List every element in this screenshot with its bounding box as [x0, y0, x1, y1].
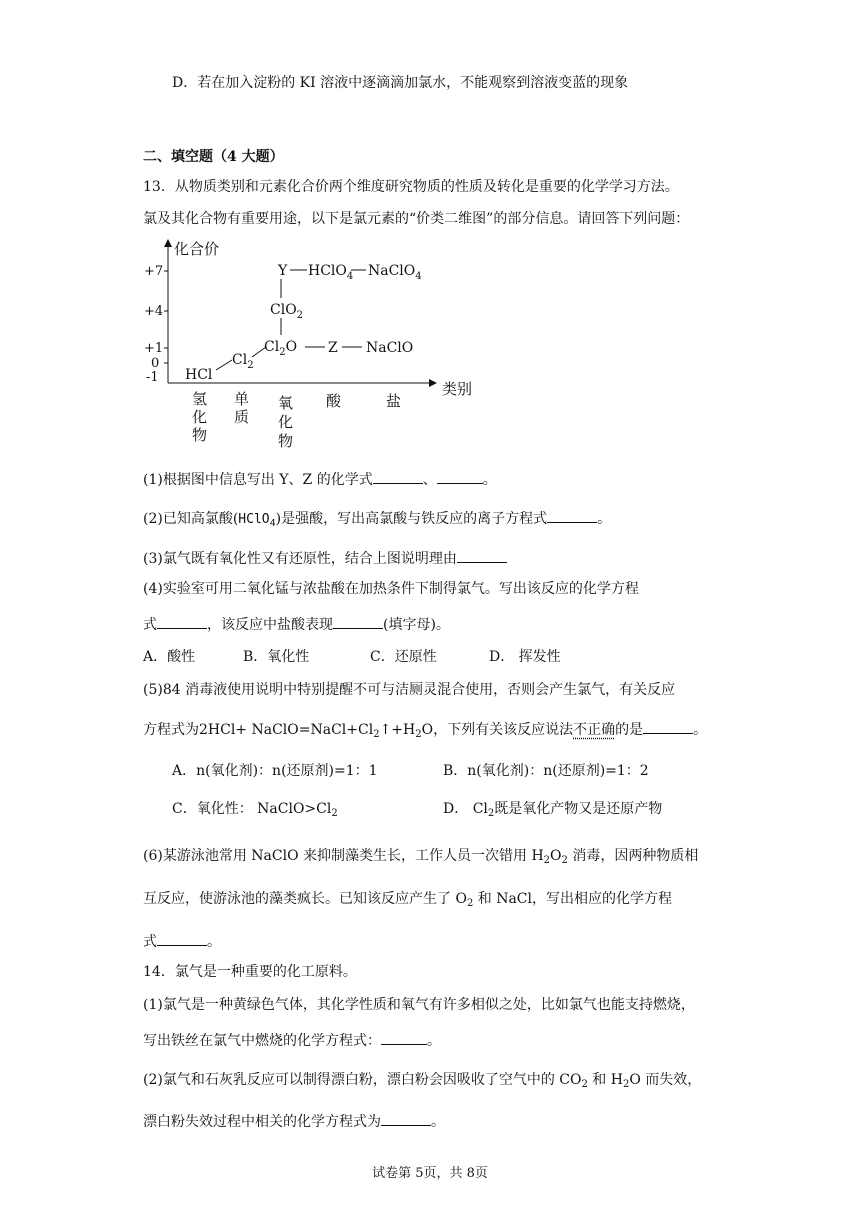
- q13-part5-line2: 方程式为$2HCl+ NaClO=NaCl+Cl_2↑+H_2O$，下列有关该反应说法不正确的是 。: [143, 719, 707, 739]
- svg-text:Cl2O: $Cl_2O$: [264, 339, 298, 358]
- q13-part4-option-c: C．还原性: [370, 649, 437, 665]
- svg-text:HClO4: HClO$_4$: [308, 263, 354, 282]
- answer-blank-reason[interactable]: [457, 548, 507, 563]
- link-hcl-cl2: [216, 360, 232, 370]
- svg-text:单: 单: [234, 390, 250, 408]
- species-clo2: [270, 302, 303, 321]
- q13-part4-option-b: B．氧化性: [243, 649, 310, 665]
- emphasis-incorrect: 不正确: [573, 722, 616, 738]
- q13-stem-line1: 13．从物质类别和元素化合价两个维度研究物质的性质及转化是重要的化学学习方法。: [143, 179, 679, 195]
- q13-part4-line1: (4)实验室可用二氧化锰与浓盐酸在加热条件下制得氯气。写出该反应的化学方程: [143, 581, 639, 597]
- answer-blank-bleach-equation[interactable]: [381, 1111, 431, 1126]
- y-axis-title: 化合价: [174, 240, 220, 258]
- species-naclo4: [368, 263, 422, 282]
- x-category-salt: [386, 392, 401, 410]
- q14-stem: 14．氯气是一种重要的化工原料。: [143, 964, 357, 980]
- species-hcl: HCl: [185, 367, 213, 383]
- svg-text:氢: 氢: [192, 390, 208, 408]
- q14-part1-line1: (1)氯气是一种黄绿色气体，其化学性质和氧气有许多相似之处，比如氯气也能支持燃烧，: [143, 997, 695, 1013]
- q13-stem-line2: 氯及其化合物有重要用途，以下是氯元素的“价类二维图”的部分信息。请回答下列问题：: [143, 211, 690, 227]
- answer-blank-y[interactable]: [373, 469, 423, 484]
- y-tick-plus1: +1: [144, 341, 164, 356]
- svg-text:盐: 盐: [386, 392, 402, 410]
- x-category-element: [234, 390, 249, 426]
- q14-part2-line2: 漂白粉失效过程中相关的化学方程式为 。: [143, 1111, 445, 1131]
- hclo4-formula: HClO$_4$: [238, 512, 276, 529]
- answer-blank-incorrect-choice[interactable]: [643, 719, 693, 734]
- x-category-acid: [326, 392, 342, 410]
- q13-part6-line3: 式 。: [143, 931, 221, 951]
- q13-part5-option-c: C．氧化性： $NaClO>Cl_2$: [172, 801, 338, 819]
- y-tick-zero: 0: [151, 356, 160, 371]
- page-footer: 试卷第 5页，共 8页: [372, 1166, 488, 1181]
- q13-part3: (3)氯气既有氧化性又有还原性，结合上图说明理由: [143, 548, 507, 568]
- answer-blank-equation[interactable]: [157, 614, 207, 629]
- answer-blank-ionic-equation[interactable]: [547, 508, 597, 523]
- answer-blank-z[interactable]: [437, 469, 483, 484]
- species-naclo: NaClO: [366, 340, 414, 356]
- svg-text:氧: 氧: [278, 394, 294, 412]
- species-z: Z: [328, 340, 338, 356]
- q13-part5-option-d: D． $Cl_2$既是氧化产物又是还原产物: [443, 801, 663, 819]
- svg-text:Cl2: $Cl_2$: [232, 352, 254, 371]
- svg-text:化: 化: [192, 408, 208, 426]
- q13-part1: (1)根据图中信息写出 Y、Z 的化学式 、 。: [143, 469, 497, 489]
- answer-blank-h2o2-equation[interactable]: [157, 931, 207, 946]
- q13-part2: (2)已知高氯酸(HClO$_4$)是强酸，写出高氯酸与铁反应的离子方程式 。: [143, 508, 611, 529]
- svg-text:化: 化: [278, 413, 294, 431]
- species-cl2: [232, 352, 254, 371]
- species-y: Y: [278, 263, 288, 279]
- svg-text:物: 物: [278, 432, 294, 450]
- section-title: 二、填空题（4 大题）: [143, 149, 284, 165]
- species-hclo4: [308, 263, 353, 282]
- q13-part4-option-a: A．酸性: [143, 649, 196, 665]
- q13-part4-option-d: D． 挥发性: [489, 649, 561, 665]
- svg-text:酸: 酸: [326, 392, 342, 410]
- y-tick-minus1: -1: [146, 370, 159, 385]
- y-tick-plus7: +7: [144, 264, 164, 279]
- q14-part1-line2: 写出铁丝在氯气中燃烧的化学方程式： 。: [143, 1030, 441, 1050]
- x-category-oxide: [278, 394, 293, 450]
- svg-text:质: 质: [234, 408, 250, 426]
- q12-option-d: D．若在加入淀粉的 KI 溶液中逐滴滴加氯水，不能观察到溶液变蓝的现象: [172, 75, 629, 91]
- q13-part5-option-a: A．n(氧化剂)：n(还原剂)=1：1: [172, 763, 378, 779]
- q13-part5-option-b: B．n(氧化剂)：n(还原剂)=1：2: [443, 763, 649, 779]
- y-tick-plus4: +4: [144, 304, 164, 319]
- species-cl2o: [264, 339, 297, 358]
- q13-part5-line1: (5)84 消毒液使用说明中特别提醒不可与洁厕灵混合使用，否则会产生氯气，有关反应: [143, 682, 676, 698]
- x-axis-title: 类别: [442, 380, 473, 398]
- x-category-hydride: [192, 390, 207, 444]
- q13-part4-line2: 式 ，该反应中盐酸表现 (填字母)。: [143, 614, 450, 634]
- svg-text:NaClO4: NaClO$_4$: [368, 263, 422, 282]
- q14-part2-line1: (2)氯气和石灰乳反应可以制得漂白粉，漂白粉会因吸收了空气中的 $CO_2$ 和 $H_2O$ 而失效，: [143, 1072, 702, 1090]
- answer-blank-property[interactable]: [333, 614, 383, 629]
- chlorine-valence-category-diagram: [140, 236, 490, 454]
- svg-text:ClO2: ClO$_2$: [270, 302, 304, 321]
- answer-blank-iron-chlorine[interactable]: [381, 1030, 427, 1045]
- q13-part6-line1: (6)某游泳池常用 NaClO 来抑制藻类生长，工作人员一次错用 $H_2O_2$ 消毒，因两种物质相: [143, 848, 699, 866]
- q13-part6-line2: 互反应，使游泳池的藻类疯长。已知该反应产生了 $O_2$ 和 NaCl，写出相应的化学方程: [143, 891, 672, 909]
- svg-text:物: 物: [192, 426, 208, 444]
